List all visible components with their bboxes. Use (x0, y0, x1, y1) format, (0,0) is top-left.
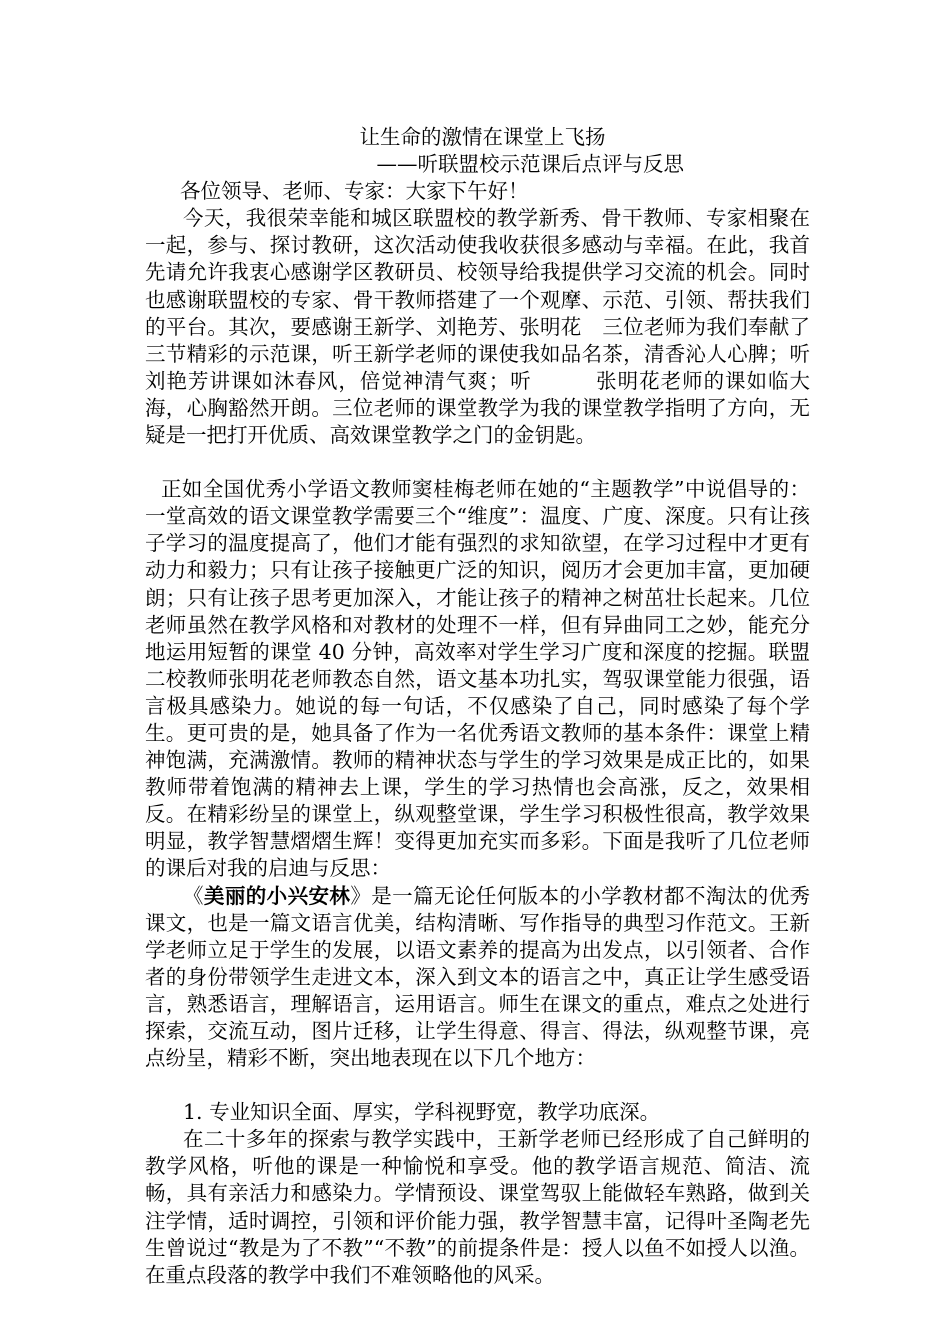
doc-subtitle: ——听联盟校示范课后点评与反思 (376, 152, 684, 177)
paragraph-2: 正如全国优秀小学语文教师窦桂梅老师在她的“主题教学”中说倡导的：一堂高效的语文课堂教学需要三个“维度”：温度、广度、深度。只有让孩子学习的温度提高了，他们才能有强烈的求知欲望，在学习过程中才更有动力和毅力；只有让孩子接触更广泛的知识，阅历才会更加丰富，更加硬朗；只有让孩子思考更加深入，才能让孩子的精神之树茁壮长起来。几位老师虽然在教学风格和对教材的处理不一样，但有异曲同工之妙，能充分地运用短暂的课堂 40 分钟，高效率对学生学习广度和深度的挖掘。联盟二校教师张明花老师教态自然，语文基本功扎实，驾驭课堂能力很强，语言极具感染力。她说的每一句话，不仅感染了自己，同时感染了每个学生。更可贵的是，她具备了作为一名优秀语文教师的基本条件：课堂上精神饱满，充满激情。教师的精神状态与学生的学习效果是成正比的，如果教师带着饱满的精神去上课，学生的学习热情也会高涨，反之，效果相反。在精彩纷呈的课堂上，纵观整堂课，学生学习积极性很高，教学效果明显，教学智慧熠熠生辉！变得更加充实而多彩。下面是我听了几位老师的课后对我的启迪与反思： (145, 477, 810, 881)
lesson-title: 美丽的小兴安林 (203, 883, 351, 908)
paragraph-3-text: 》是一篇无论任何版本的小学教材都不淘汰的优秀课文，也是一篇文语言优美，结构清晰、写作指导的典型习作范文。王新学老师立足于学生的发展，以语文素养的提高为出发点，以引领者、合作者的身份带领学生走进文本，深入到文本的语言之中，真正让学生感受语言，熟悉语言，理解语言，运用语言。师生在课文的重点，难点之处进行探索，交流互动，图片迁移，让学生得意、得言、得法，纵观整节课，亮点纷呈，精彩不断，突出地表现在以下几个地方： (145, 883, 811, 1071)
blank-line (145, 449, 810, 476)
paragraph-4: 在二十多年的探索与教学实践中，王新学老师已经形成了自己鲜明的教学风格，听他的课是一种愉悦和享受。他的教学语言规范、简洁、流畅，具有亲活力和感染力。学情预设、课堂驾驭上能做轻车熟路，做到关注学情，适时调控，引领和评价能力强，教学智慧丰富，记得叶圣陶老先生曾说过“教是为了不教”“不教”的前提条件是：授人以鱼不如授人以渔。在重点段落的教学中我们不难领略他的风采。 (145, 1127, 810, 1287)
book-title-open: 《 (183, 883, 204, 908)
blank-line (145, 1072, 810, 1099)
doc-title: 让生命的激情在课堂上飞扬 (359, 125, 606, 149)
greeting: 各位领导、老师、专家：大家下午好！ (180, 179, 529, 204)
point-1-heading: 1. 专业知识全面、厚实，学科视野宽，教学功底深。 (183, 1100, 661, 1125)
paragraph-3 (145, 883, 810, 1073)
paragraph-1: 今天，我很荣幸能和城区联盟校的教学新秀、骨干教师、专家相聚在一起，参与、探讨教研，这次活动使我收获很多感动与幸福。在此，我首先请允许我衷心感谢学区教研员、校领导给我提供学习交流的机会。同时也感谢联盟校的专家、骨干教师搭建了一个观摩、示范、引领、帮扶我们的平台。其次，要感谢王新学、刘艳芳、张明花 三位老师为我们奉献了三节精彩的示范课，听王新学老师的课使我如品名茶，清香沁人心脾；听刘艳芳讲课如沐春风，倍觉神清气爽；听 张明花老师的课如临大海，心胸豁然开朗。三位老师的课堂教学为我的课堂教学指明了方向，无疑是一把打开优质、高效课堂教学之门的金钥匙。 (145, 206, 810, 448)
document-page (145, 124, 810, 1289)
